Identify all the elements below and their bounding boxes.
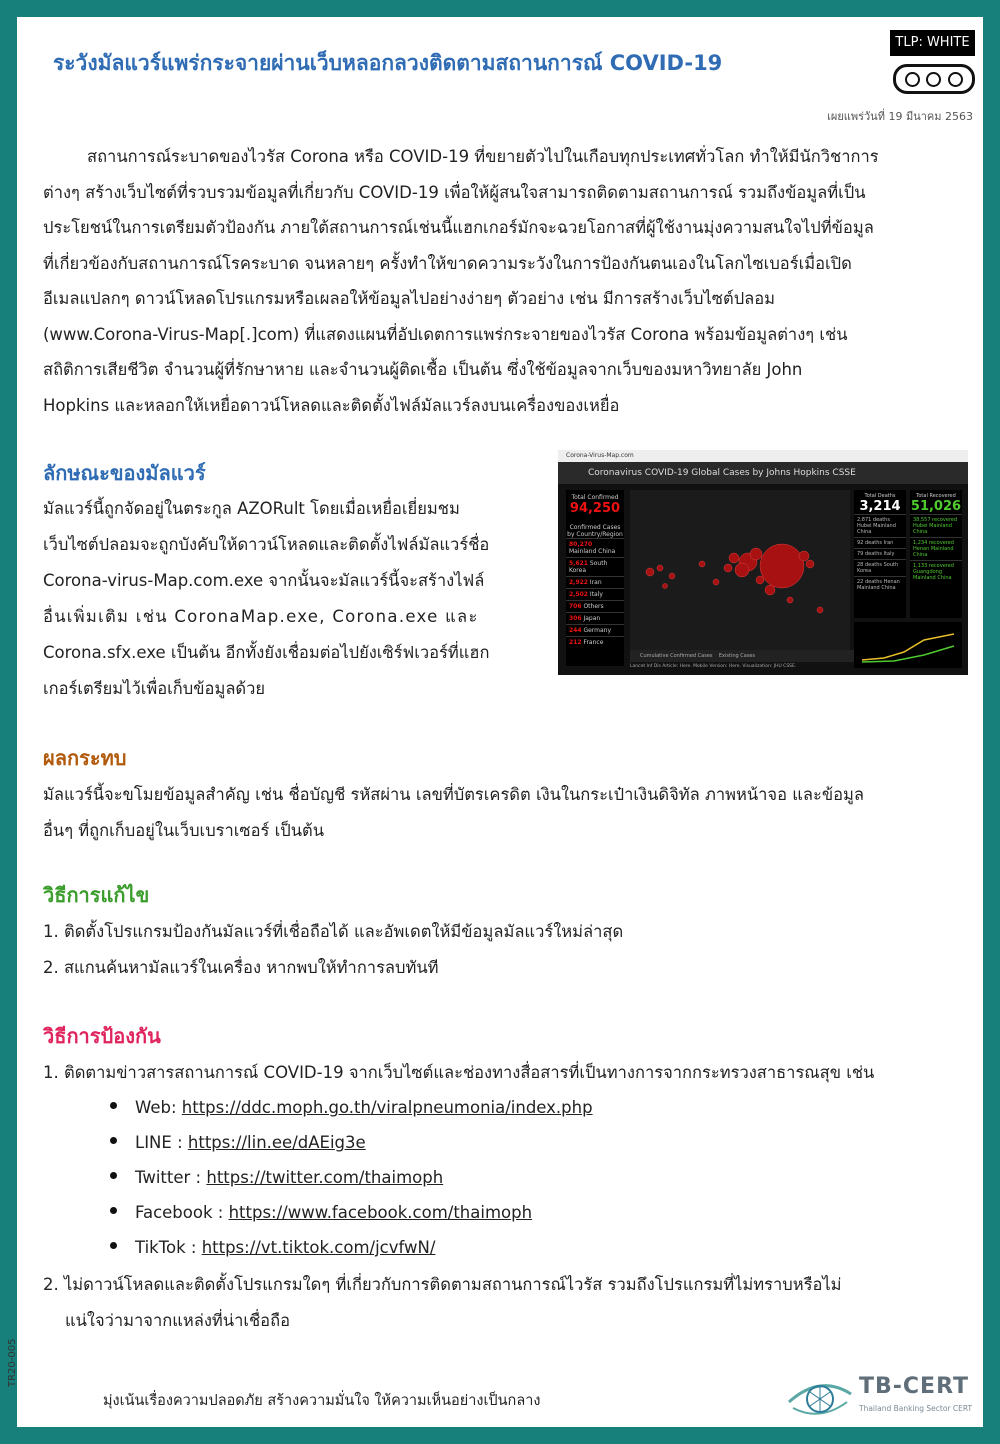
link-item-tiktok: TikTok : https://vt.tiktok.com/jcvfwN/ [135,1238,436,1257]
document-code: TR20-005 [7,1338,18,1387]
prevent-item: 2. ไม่ดาวน์โหลดและติดตั้งโปรแกรมใดๆ ที่เกี่ยวกับการติดตามสถานการณ์ไวรัส รวมถึงโปรแกรมที่ไม่ทราบหรือไม่ [43,1275,842,1294]
impact-text: มัลแวร์นี้จะขโมยข้อมูลสำคัญ เช่น ชื่อบัญชี รหัสผ่าน เลขที่บัตรเครดิต เงินในกระเป๋าเงินดิจิทัล ภาพหน้าจอ และข้อมูล อื่นๆ ที่ถูกเก็บอยู่ในเว็บเบราเซอร์ เป็นต้น [43,785,865,840]
line-link[interactable]: https://lin.ee/dAEig3e [187,1133,366,1152]
document-page [7,17,983,1427]
tiktok-link[interactable]: https://vt.tiktok.com/jcvfwN/ [201,1238,436,1257]
characteristics-text: มัลแวร์นี้ถูกจัดอยู่ในตระกูล AZORult โดยเมื่อเหยื่อเยี่ยมชม เว็บไซต์ปลอมจะถูกบังคับให้ดาวน์โหลดและติดตั้งไฟล์มัลแวร์ชื่อ Corona-virus-Map.com.exe จากนั้นจะมัลแวร์นี้จะสร้างไฟล์ อื่นเพิ่มเติม เช่น CoronaMap.exe, Corona.exe และ Corona.sfx.exe เป็นต้น อีกทั้งยังเชื่อมต่อไปยังเซิร์ฟเวอร์ที่แฮก เกอร์เตรียมไว้เพื่อเก็บข้อมูลด้วย [43,499,490,698]
web-link[interactable]: https://ddc.moph.go.th/viralpneumonia/index.php [181,1098,593,1117]
death-row: 22 deaths Henan Mainland China [854,576,906,593]
screenshot-world-map [630,490,850,650]
screenshot-address: Corona-Virus-Map.com [558,450,968,462]
region-row: 212 France [566,636,624,648]
facebook-link[interactable]: https://www.facebook.com/thaimoph [228,1203,533,1222]
screenshot-left-panel: Total Confirmed 94,250 Confirmed Cases by Country/Region 80,270 Mainland China 5,621 South Korea 2,922 Iran 2,502 Italy 706 Others 306 Japan 244 Germany 212 France [566,490,624,666]
bullet-icon [110,1242,117,1249]
page-title: ระวังมัลแวร์แพร่กระจายผ่านเว็บหลอกลวงติดตามสถานการณ์ COVID-19 [53,51,723,75]
tb-cert-logo-icon [785,1372,855,1422]
region-row: 306 Japan [566,612,624,624]
region-row: 2,922 Iran [566,576,624,588]
region-row: 80,270 Mainland China [566,538,624,557]
footer-motto: มุ่งเน้นเรื่องความปลอดภัย สร้างความมั่นใจ ให้ความเห็นอย่างเป็นกลาง [103,1393,541,1409]
covid-map-screenshot [558,450,968,675]
region-row: 706 Others [566,600,624,612]
screenshot-trend-graph [854,622,962,668]
intro-paragraph: สถานการณ์ระบาดของไวรัส Corona หรือ COVID-19 ที่ขยายตัวไปในเกือบทุกประเทศทั่วโลก ทำให้มีนักวิชาการ ต่างๆ สร้างเว็บไซต์ที่รวบรวมข้อมูลที่เกี่ยวกับ COVID-19 เพื่อให้ผู้สนใจสามารถติดตามสถานการณ์ รวมถึงข้อมูลที่เป็น ประโยชน์ในการเตรียมตัวป้องกัน ภายใต้สถานการณ์เช่นนี้แฮกเกอร์มักจะฉวยโอกาสที่ผู้ใช้งานมุ่งความสนใจไปที่ข้อมูล ที่เกี่ยวข้องกับสถานการณ์โรคระบาด จนหลายๆ ครั้งทำให้ขาดความระวังในการป้องกันตนเองในโลกไซเบอร์เมื่อเปิด อีเมลแปลกๆ ดาวน์โหลดโปรแกรมหรือเผลอให้ข้อมูลไปอย่างง่ายๆ ตัวอย่าง เช่น มีการสร้างเว็บไซต์ปลอม (www.Corona-Virus-Map[.]com) ที่แสดงแผนที่อัปเดตการแพร่กระจายของไวรัส Corona พร้อมข้อมูลต่างๆ เช่น สถิติการเสียชีวิต จำนวนผู้ที่รักษาหาย และจำนวนผู้ติดเชื้อ เป็นต้น ซึ่งใช้ข้อมูลจากเว็บของมหาวิทยาลัย John Hopkins และหลอกให้เหยื่อดาวน์โหลดและติดตั้งไฟล์มัลแวร์ลงบนเครื่องของเหยื่อ [43,147,879,415]
twitter-link[interactable]: https://twitter.com/thaimoph [206,1168,444,1187]
recovered-row: 1,133 recovered Guangdong Mainland China [910,560,962,583]
publish-date: เผยแพร่วันที่ 19 มีนาคม 2563 [827,110,973,123]
link-item-twitter: Twitter : https://twitter.com/thaimoph [135,1168,444,1187]
prevent-item-continued: แน่ใจว่ามาจากแหล่งที่น่าเชื่อถือ [65,1311,290,1330]
recovered-row: 38,557 recovered Hubei Mainland China [910,514,962,537]
link-item-facebook: Facebook : https://www.facebook.com/thaimoph [135,1203,533,1222]
screenshot-deaths-panel: Total Deaths 3,214 2,871 deaths Hubei Mainland China 92 deaths Iran 79 deaths Italy 28 deaths South Korea 22 deaths Henan Mainland China [854,490,906,618]
fix-item: 1. ติดตั้งโปรแกรมป้องกันมัลแวร์ที่เชื่อถือได้ และอัพเดตให้มีข้อมูลมัลแวร์ใหม่ล่าสุด [43,922,624,941]
screenshot-recovered-panel: Total Recovered 51,026 38,557 recovered Hubei Mainland China 1,234 recovered Henan Mainland China 1,133 recovered Guangdong Mainland China [910,490,962,618]
tb-cert-logo: TB-CERT Thailand Banking Sector CERT [785,1372,975,1422]
fix-item: 2. สแกนค้นหามัลแวร์ในเครื่อง หากพบให้ทำการลบทันที [43,958,439,977]
death-row: 92 deaths Iran [854,537,906,548]
region-row: 244 Germany [566,624,624,636]
region-row: 2,502 Italy [566,588,624,600]
bullet-icon [110,1137,117,1144]
link-item-line: LINE : https://lin.ee/dAEig3e [135,1133,366,1152]
traffic-light-icon [893,64,975,94]
screenshot-footer: Lancet Inf Dis Article: Here. Mobile Version: Here. Visualization: JHU CSSE. [630,664,797,669]
link-item-web: Web: https://ddc.moph.go.th/viralpneumonia/index.php [135,1098,593,1117]
fix-heading: วิธีการแก้ไข [43,883,150,907]
tlp-badge: TLP: WHITE [890,30,975,56]
death-row: 28 deaths South Korea [854,559,906,576]
recovered-row: 1,234 recovered Henan Mainland China [910,537,962,560]
screenshot-map-tabs: Cumulative Confirmed Cases Existing Cases [630,650,860,662]
prevent-heading: วิธีการป้องกัน [43,1024,161,1048]
death-row: 2,871 deaths Hubei Mainland China [854,514,906,537]
bullet-icon [110,1102,117,1109]
bullet-icon [110,1207,117,1214]
impact-heading: ผลกระทบ [43,746,127,770]
region-row: 5,621 South Korea [566,557,624,576]
screenshot-title-bar: Coronavirus COVID-19 Global Cases by Johns Hopkins CSSE [558,462,968,484]
bullet-icon [110,1172,117,1179]
characteristics-heading: ลักษณะของมัลแวร์ [43,461,206,485]
prevent-item: 1. ติดตามข่าวสารสถานการณ์ COVID-19 จากเว็บไซต์และช่องทางสื่อสารที่เป็นทางการจากกระทรวงสาธารณสุข เช่น [43,1063,875,1082]
death-row: 79 deaths Italy [854,548,906,559]
